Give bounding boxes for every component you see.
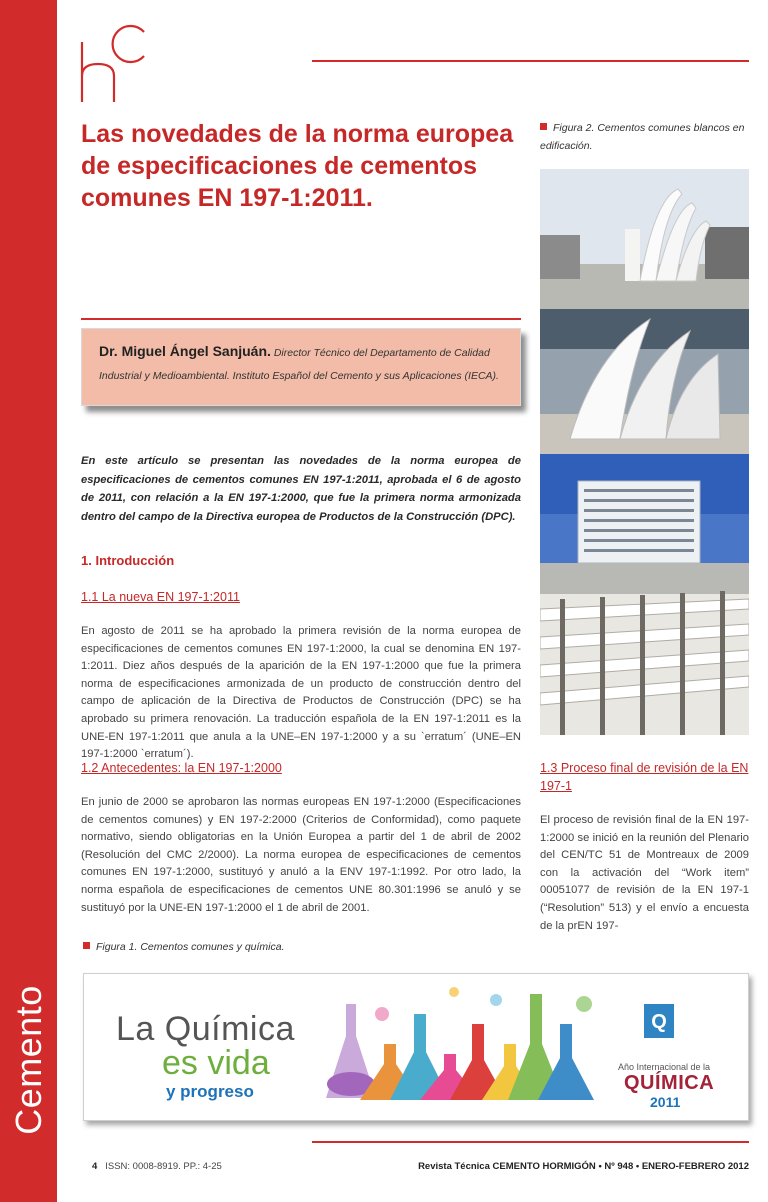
banner-title-line-2: es vida: [162, 1044, 270, 1082]
paragraph: En agosto de 2011 se ha aprobado la primera revisión de la norma europea de especificaciones de cementos comunes EN 197-1:2000, la cual se denomina EN 197-1:2011. Diez años después de la aparición de la EN 197-1:2000 que fue la primera norma de especificaciones armonizada de un producto de construcción dentro del campo de aplicación de la Directiva de Productos de Construcción (DPC) se ha aprobado su primera renovación. La traducción española de la EN 197-1:2011 es la UNE-EN 197-1:2011 que anula a la UNE–EN 197-1:2000 y a su `erratum´ (UNE–EN 197-1:2000 `erratum´).: [81, 625, 521, 761]
subsection-heading: 1.1 La nueva EN 197-1:2011: [81, 590, 240, 604]
banner-year: 2011: [650, 1094, 681, 1110]
figure-1-caption-text: Figura 1. Cementos comunes y química.: [96, 941, 285, 953]
author-affiliation: Director Técnico del Departamento de Calidad Industrial y Medioambiental. Instituto Español del Cemento y sus Aplicaciones (IECA).: [99, 347, 499, 382]
abstract: En este artículo se presentan las novedades de la norma europea de especificaciones de cementos comunes EN 197-1:2011, aprobada el 6 de agosto de 2011, con relación a la EN 197-1:2000, que fue la primera norma armonizada dentro del campo de la Directiva europea de Productos de la Construcción (DPC).: [81, 455, 521, 523]
banner-year-title: Año Internacional de la: [618, 1062, 711, 1072]
figure-1-banner: [83, 973, 749, 1121]
banner-title-line-3: y progreso: [166, 1082, 254, 1101]
paragraph: El proceso de revisión final de la EN 197-1:2000 se inició en la reunión del Plenario del CEN/TC 51 de Montreaux de 2009 con la activación del “Work item” 00051077 de revisión de la EN 197-1 (“Resolution” 513) y el envío a encuesta de la prEN 197-: [540, 814, 749, 932]
article-title: Las novedades de la norma europea de especificaciones de cementos comunes EN 197-1:2011.: [81, 120, 514, 212]
figure-2-photos: [540, 169, 749, 735]
svg-text:Q: Q: [651, 1011, 667, 1033]
journal-name: Revista Técnica CEMENTO HORMIGÓN: [418, 1161, 596, 1172]
caption-bullet-icon: [83, 942, 90, 949]
issue-info: • Nº 948 • ENERO-FEBRERO 2012: [598, 1161, 749, 1172]
footer-right: [418, 1161, 749, 1172]
page-number: 4: [92, 1161, 98, 1172]
figure-caption: [540, 119, 750, 155]
building-photos-image: [540, 169, 749, 735]
banner-quimica: QUÍMICA: [624, 1072, 715, 1094]
figure-caption: [83, 938, 285, 956]
banner-title-line-1: La Química: [116, 1010, 295, 1048]
subsection-heading: 1.2 Antecedentes: la EN 197-1:2000: [81, 761, 282, 775]
section-heading: 1. Introducción: [81, 553, 175, 568]
paragraph: En junio de 2000 se aprobaron las normas europeas EN 197-1:2000 (Especificaciones de cementos comunes) y EN 197-2:2000 (Criterios de Conformidad), como paquete normativo, siendo obligatorias en la Unión Europea a partir del 1 de abril de 2002 (Resolución del CMC 2/2000). La norma europea de especificaciones de cementos comunes EN 197-1:2000, sustituyó y anuló a la ENV 197-1:1992. Por otro lado, la norma española de especificaciones de cementos UNE 80.301:1996 se anuló y se sustituyó por la UNE-EN 197-1:2000 el 1 de abril de 2001.: [81, 796, 521, 914]
figure-2-caption-text: Figura 2. Cementos comunes blancos en edificación.: [540, 122, 745, 152]
subsection-heading: 1.3 Proceso final de revisión de la EN 197-1: [540, 761, 749, 793]
footer-rule: [312, 1141, 749, 1143]
author-credit: [99, 340, 506, 388]
issn: ISSN: 0008-8919. PP.: 4-25: [105, 1161, 222, 1172]
section-label-text: Cemento: [7, 985, 49, 1135]
footer-left: [92, 1161, 222, 1172]
author-name: Dr. Miguel Ángel Sanjuán.: [99, 343, 271, 359]
caption-bullet-icon: [540, 123, 547, 130]
title-rule: [81, 318, 521, 320]
header-rule: [312, 60, 749, 62]
author-box: [81, 328, 521, 406]
section-label: [0, 960, 57, 1160]
sidebar-band: [0, 0, 57, 1202]
hc-logo: [80, 14, 152, 106]
